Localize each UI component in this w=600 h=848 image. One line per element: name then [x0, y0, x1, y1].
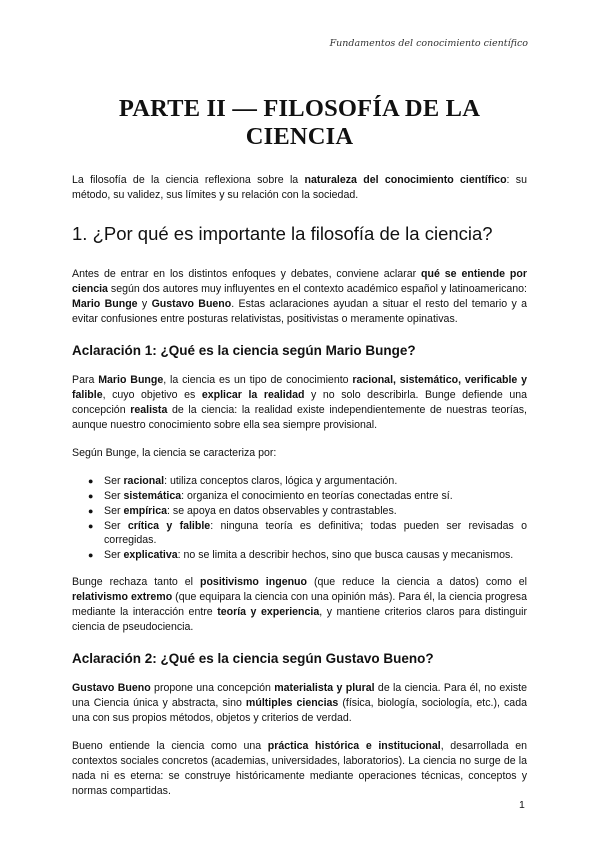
- page-title: PARTE II — FILOSOFÍA DE LA CIENCIA: [118, 95, 481, 150]
- list-item-description: : no se limita a describir hechos, sino que busca causas y mecanismos.: [177, 549, 514, 561]
- s1-text-2: según dos autores muy influyentes en el contexto académico español y latinoamericano:: [107, 283, 527, 295]
- bueno-p1-bold-3: múltiples ciencias: [245, 697, 339, 709]
- bunge-heading: Aclaración 1: ¿Qué es la ciencia según Mario Bunge?: [72, 343, 416, 358]
- list-item: [88, 548, 527, 562]
- bueno-p2-text-2: , desarrollada en contextos sociales concretos (academias, universidades, laboratorios). La ciencia no surge de la nada ni es eterna: se construye históricamente mediante operaciones técnicas, conceptos y normas compartidas.: [72, 740, 527, 797]
- list-item-prefix: Ser: [104, 520, 128, 532]
- running-header: Fundamentos del conocimiento científico: [329, 38, 528, 49]
- bullet-icon: ●: [88, 476, 94, 486]
- list-item-description: : ninguna teoría es definitiva; todas pueden ser revisadas o corregidas.: [104, 520, 527, 546]
- bunge-p1-bold-3: explicar la realidad: [201, 389, 305, 401]
- bunge-p3-text-2: (que reduce la ciencia a datos) como el: [307, 576, 528, 588]
- bunge-paragraph-1: [72, 373, 527, 433]
- bunge-p3-text-4: , y mantiene criterios claros para distinguir ciencia de pseudociencia.: [72, 606, 527, 633]
- bunge-p1-bold-2: racional, sistemático, verificable y falible: [72, 374, 528, 401]
- list-item-term: sistemática: [123, 490, 182, 502]
- list-item-prefix: Ser: [104, 505, 124, 517]
- section-1-heading: 1. ¿Por qué es importante la filosofía de la ciencia?: [72, 223, 493, 244]
- bunge-p1-text-1: Para: [72, 374, 99, 386]
- bueno-paragraph-2: [72, 739, 527, 799]
- intro-text-1: La filosofía de la ciencia reflexiona sobre la: [72, 174, 305, 186]
- list-item: [88, 504, 527, 518]
- bunge-p1-bold-4: realista: [130, 404, 168, 416]
- list-item: [88, 474, 527, 488]
- bueno-p2-bold-1: práctica histórica e institucional: [267, 740, 441, 752]
- list-item-description: : organiza el conocimiento en teorías conectadas entre sí.: [181, 490, 453, 502]
- bullet-icon: ●: [88, 550, 94, 560]
- bullet-icon: ●: [88, 521, 94, 531]
- list-item-term: empírica: [123, 505, 168, 517]
- list-item-term: racional: [123, 475, 165, 487]
- section-1-paragraph: [72, 267, 527, 327]
- bunge-p1-text-5: de la ciencia: la realidad existe independientemente de nuestras teorías, aunque nuestro conocimiento sobre ella sea siempre provisional.: [72, 404, 527, 431]
- s1-bold-3: Gustavo Bueno: [151, 298, 232, 310]
- bunge-paragraph-2: Según Bunge, la ciencia se caracteriza por:: [72, 447, 277, 459]
- bunge-paragraph-3: [72, 575, 527, 635]
- page-number: 1: [519, 799, 525, 811]
- bunge-p3-bold-1: positivismo ingenuo: [199, 576, 308, 588]
- intro-bold-1: naturaleza del conocimiento científico: [304, 174, 507, 186]
- bullet-icon: ●: [88, 491, 94, 501]
- page-content: [72, 95, 527, 812]
- intro-text-2: : su método, su validez, sus límites y su relación con la sociedad.: [72, 174, 527, 201]
- bunge-p3-bold-3: teoría y experiencia: [217, 606, 320, 618]
- bunge-p1-text-4: y no solo describirla. Bunge defiende una concepción: [72, 389, 528, 416]
- s1-bold-1: qué se entiende por ciencia: [72, 268, 527, 295]
- s1-text-1: Antes de entrar en los distintos enfoques y debates, conviene aclarar: [72, 268, 422, 280]
- s1-text-4: . Estas aclaraciones ayudan a situar el resto del temario y a evitar confusiones entre posturas relativistas, positivistas o meramente opinativas.: [72, 298, 528, 325]
- s1-bold-2: Mario Bunge: [72, 298, 138, 310]
- bueno-p1-text-2: de la ciencia. Para él, no existe una Ciencia única y abstracta, sino: [72, 682, 527, 709]
- list-item-description: : utiliza conceptos claros, lógica y argumentación.: [164, 475, 398, 487]
- list-item: [88, 519, 527, 547]
- bueno-p1-bold-1: Gustavo Bueno: [72, 682, 151, 694]
- bunge-p1-text-3: , cuyo objetivo es: [102, 389, 202, 401]
- bueno-heading: Aclaración 2: ¿Qué es la ciencia según Gustavo Bueno?: [72, 651, 434, 666]
- bullet-icon: ●: [88, 506, 94, 516]
- list-item-prefix: Ser: [104, 549, 124, 561]
- list-item-prefix: Ser: [104, 490, 124, 502]
- bueno-p1-text-3: (física, biología, sociología, etc.), cada una con sus propios métodos, objetos y criterios de verdad.: [72, 697, 527, 724]
- bueno-paragraph-1: [72, 681, 527, 726]
- bunge-p1-text-2: , la ciencia es un tipo de conocimiento: [163, 374, 353, 386]
- bunge-p3-bold-2: relativismo extremo: [72, 591, 173, 603]
- bunge-characteristics-list: [72, 474, 527, 562]
- intro-paragraph: [72, 173, 527, 203]
- bueno-p2-text-1: Bueno entiende la ciencia como una: [72, 740, 268, 752]
- bunge-p1-bold-1: Mario Bunge: [98, 374, 164, 386]
- list-item-description: : se apoya en datos observables y contrastables.: [167, 505, 397, 517]
- bueno-p1-bold-2: materialista y plural: [274, 682, 375, 694]
- bunge-p3-text-3: (que equipara la ciencia con una opinión más). Para él, la ciencia progresa mediante la interacción entre: [72, 591, 527, 618]
- list-item-term: explicativa: [123, 549, 178, 561]
- s1-text-3: y: [137, 298, 152, 310]
- list-item: [88, 489, 527, 503]
- list-item-prefix: Ser: [104, 475, 124, 487]
- list-item-term: crítica y falible: [127, 520, 211, 532]
- bueno-p1-text-1: propone una concepción: [150, 682, 275, 694]
- bunge-p3-text-1: Bunge rechaza tanto el: [72, 576, 200, 588]
